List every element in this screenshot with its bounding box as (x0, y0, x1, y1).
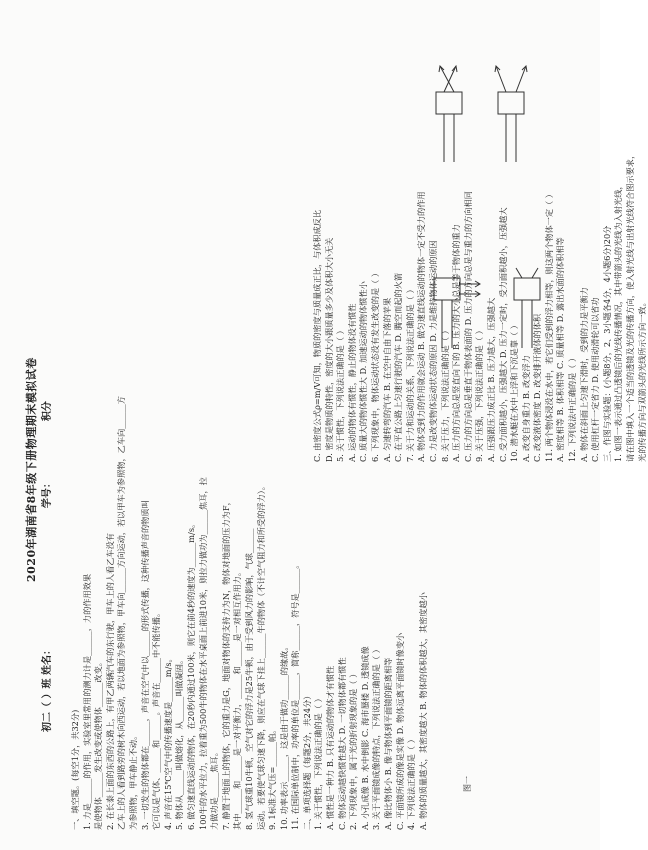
question-line: A. 匀速转弯的汽车 B. 在空中自由下落的苹果 (381, 297, 392, 462)
question-line: C. 压力的方向总是垂直于物体表面的 D. 压力的方向总是与重力的方向相同 (462, 191, 473, 462)
question-line: A. 惯性是一种力 B. 只有运动的物体才有惯性 (325, 665, 336, 830)
question-line: C. 质量大的物体惯性大 D. 加速运动的物体惯性小 (358, 281, 369, 462)
optics-figure-top (426, 62, 576, 172)
question-line: A. 像比物体小 B. 像与物体到平面镜的距离相等 (383, 657, 394, 830)
question-line: A. 改变自身重力 B. 改变浮力 (520, 355, 531, 462)
question-line: C. 使用杠杆一定省力 D. 使用动滑轮可以省功 (590, 297, 601, 462)
question-line: C. 力是改变物体运动状态的原因 D. 力是维持物体运动的原因 (427, 240, 438, 462)
question-line: 是使物体______发生改变或使物体______改变。 (93, 658, 104, 830)
score-label: 积分 (42, 401, 53, 422)
question-line: C. 改变液体密度 D. 改变排开液体的体积 (532, 313, 543, 462)
question-line: 1. 力是______的作用，实验室里常用的测力计是______，力的作用效果 (81, 573, 92, 830)
class-name-label: 初二（ ）班 姓名： (42, 645, 53, 732)
question-line: 7. 关于力和运动的关系，下列说法正确的是（ ） (404, 285, 415, 462)
question-line: 12. 下列说法中正确的是（ ） (567, 353, 578, 462)
question-line: 8. 氢气球重10牛顿，空气对它的浮力是25牛顿，由于受到风力的影响，气球______ (243, 528, 254, 830)
question-line: A. 压强跟压力成正比 B. 压力越大，压强越大 (485, 297, 496, 462)
question-line: C. 由密度公式ρ=m/V可知，物质的密度与质量成正比，与体积成反比 (312, 209, 322, 462)
question-line: 3. 关于平面镜成像的特点，下列说法正确的是（ ） (371, 645, 382, 830)
question-line: 11. 在国际单位制中，功率的单位是______，简称______，符号是______。 (290, 560, 301, 830)
student-info (42, 357, 58, 742)
question-line: 乙车上的人看到路旁的树木向西运动，若以地面为参照物，甲车向______方向运动，若以甲车为参照物，乙车向______方 (116, 396, 127, 830)
question-line: 5. 物体从______叫做熔化，从______叫做凝固。 (174, 655, 185, 830)
question-line: 力做功是______焦耳。 (209, 748, 220, 830)
figure-caption: 图一 (463, 776, 472, 792)
question-line: C. 在平直公路上匀速行驶的汽车 D. 腾空而起的火箭 (393, 272, 404, 462)
question-line: 二、单项选择题（每题2分，共24分） (301, 691, 312, 830)
question-line: C. 受力面积越小，压强越大 D. 压力一定时，受力面积越小，压强越大 (497, 207, 508, 462)
question-line: 10. 潜水艇在水中上浮和下沉是靠（ ） (509, 320, 520, 462)
question-line: 10. 功率表示______，这是由于做功______的缘故。 (278, 642, 289, 830)
question-line: 一、填空题。(每空1分，共32分) (70, 709, 80, 830)
question-line: A. 物体在斜面上匀速下滑时，受到的力是平衡力 (578, 287, 589, 462)
question-line: 请在图中填入一个适当的透镜及光的传播方向，使入射光线与出射光线符合图示要求， (625, 150, 636, 462)
question-line: 3. 一切发生的物体都在______，声音在空气中以______的形式传播，这种传播声音的物质叫 (139, 500, 150, 830)
question-line: 它可以是气体、______和______。声音在______中不能传播。 (151, 608, 162, 830)
question-line: 1. 如图一表示通过凸透镜后的光线传播情况，其中带箭头的光线为入射光线， (613, 181, 624, 462)
question-line: 5. 关于惯性，下列说法正确的是（ ） (335, 326, 346, 462)
question-line: A. 运动的物体有惯性，静止的物体没有惯性 (346, 303, 357, 462)
question-line: 1. 关于惯性，下列说法正确的是（ ） (313, 694, 324, 830)
question-line: 7. 静置于地面上的物体，它的重力是G，地面对物体的支持力为N，物体对地面的压力为F， (220, 497, 231, 830)
question-line: 9. 1标准大气压=______帕。 (267, 725, 278, 830)
lens-box-diagrams-bottom (428, 268, 578, 358)
question-line: 光的传播方向与双箭头的光线所示方向一致。 (636, 298, 647, 462)
question-line: A. 物体受到力的作用就会运动 B. 做匀速直线运动的物体一定不受力的作用 (416, 191, 427, 462)
question-line: 为参照物，甲车静止不动。 (127, 731, 138, 830)
question-line: 6. 下列现象中，物体运动状态没有发生改变的是（ ） (369, 268, 380, 462)
question-line: 8. 关于压力，下列说法正确的是（ ） (439, 326, 450, 462)
student-id-label: 学号： (42, 478, 53, 509)
question-line: 9. 关于压强，下列说法正确的是（ ） (474, 326, 485, 462)
question-line: 4. 下列说法正确的是（ ） (406, 735, 417, 830)
question-line: 6. 做匀速直线运动的物体，在20秒内通过100米，则它在前4秒的速度为______m/s。 (185, 519, 196, 830)
question-line: 11. 两个物体浸没在水中，若它们受到的浮力相等，则这两个物体一定（ ） (543, 189, 554, 462)
question-line: 其中______和______是一对平衡力，______和______是一对相互作用力。 (232, 567, 243, 830)
question-line: A. 密度相等 B. 体积相等 C. 质量相等 D. 露出水面的体积相等 (555, 237, 566, 462)
question-line: 100牛的水平拉力，拉着重为500牛的物体在水平桌面上前进10米，则拉力做功为______焦耳，拉 (197, 477, 208, 830)
question-line: C. 物体运动越快惯性越大 D. 一切物体都有惯性 (336, 657, 347, 830)
question-line: 运动。若要使气球匀速下降，则应在气球下挂上______牛的物体（不计空气阻力和所受的浮力）。 (255, 482, 266, 830)
question-line: 2. 下列现象中，属于光的折射现象的是（ ） (348, 669, 359, 830)
lens-box-diagrams-top (426, 62, 576, 172)
optics-figure-bottom (428, 268, 578, 358)
question-line: 4. 声音在15℃空气中的传播速度是______m/s。 (162, 654, 173, 830)
exam-title: 2020年湖南省8年级下册物理期末模拟试卷 (25, 357, 38, 582)
question-line: C. 平面镜所成的像是实像 D. 物体远离平面镜时像变小 (394, 632, 405, 830)
question-line: 2. 在长泰上面的东西的公路上，有甲乙两辆汽车的东行驶，甲车上的人看乙车没有 (104, 533, 115, 830)
question-line: A. 物体的质量越大，其密度越大 B. 物体的体积越大，其密度越小 (417, 592, 428, 830)
question-line: A. 压力的方向总是竖直向下的 B. 压力的大小总是等于物体的重力 (451, 224, 462, 462)
exam-header (26, 357, 58, 742)
question-line: A. 小孔成像 B. 水中倒影 C. 海市蜃楼 D. 透镜成像 (359, 646, 370, 830)
question-line: 三、作图与实验题：(小题8分，2、3小题各4分，4小题6分)20分 (601, 225, 612, 462)
question-line: D. 密度是物质的特性，密度的大小跟质量多少及体积大小无关 (323, 237, 334, 462)
